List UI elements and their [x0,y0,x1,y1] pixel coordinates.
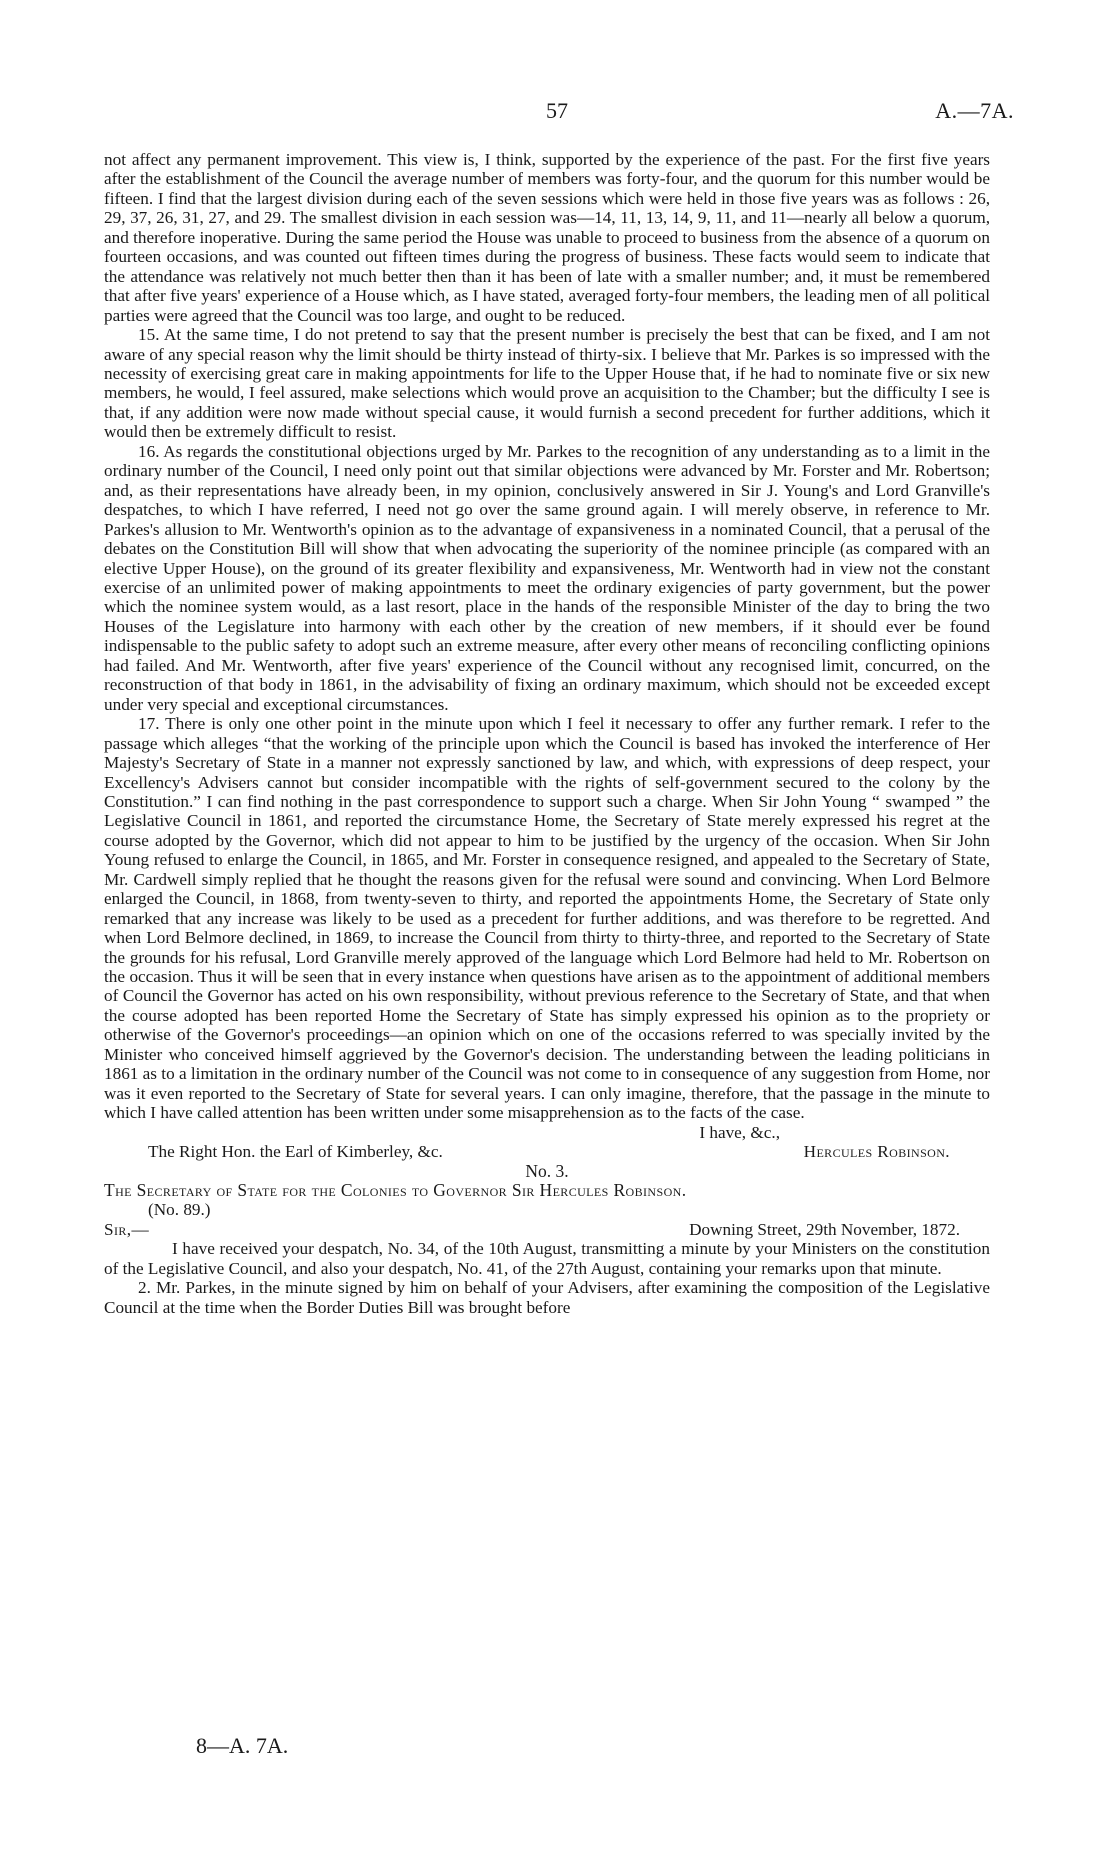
section-number: No. 3. [525,1160,569,1181]
despatch-paragraph-2: 2. Mr. Parkes, in the minute signed by him on behalf of your Advisers, after examining the composition of the Legislative Council at the time when the Border Duties Bill was brought before [104,1278,990,1317]
document-reference: A.—7A. [935,98,1014,123]
page-number: 57 [546,98,568,123]
body-text [104,150,990,1317]
closing-line [104,1142,990,1161]
despatch-number: (No. 89.) [148,1200,211,1220]
valediction: I have, &c., [699,1122,780,1142]
salutation: Sir,— [104,1219,150,1239]
paragraph-continuation: not affect any permanent improvement. This view is, I think, supported by the experience of the past. For the first five years after the establishment of the Council the average number of members was forty-four, and the quorum for this number would be fifteen. I find that the largest division during each of the seven sessions which were held in those five years was as follows : 26, 29, 37, 26, 31, 27, and 29. The smallest division in each session was—14, 11, 13, 14, 9, 11, and 11—nearly all below a quorum, and therefore inoperative. During the same period the House was unable to proceed to business from the absence of a quorum on fourteen occasions, and was counted out fifteen times during the progress of business. These facts would seem to indicate that the attendance was relatively not much better then than it has been of late with a smaller number; and, it must be remembered that after five years' experience of a House which, as I have stated, averaged forty-four members, the leading men of all political parties were agreed that the Council was too large, and ought to be reduced. [104,150,990,325]
paragraph-15: 15. At the same time, I do not pretend to say that the present number is precisely the best that can be fixed, and I am not aware of any special reason why the limit should be thirty instead of thirty-six. I believe that Mr. Parkes is so impressed with the necessity of exercising great care in making appointments for life to the Upper House that, if he had to nominate five or six new members, he would, I feel assured, make selections which would prove an acquisition to the Chamber; but the difficulty I see is that, if any addition were now made without special cause, it would furnish a second precedent for further additions, which it would then be extremely difficult to resist. [104,325,990,442]
despatch-paragraph-1: I have received your despatch, No. 34, of the 10th August, transmitting a minute by your Ministers on the constitution of the Legislative Council, and also your despatch, No. 41, of the 27th August, containing your remarks upon that minute. [104,1239,990,1278]
place-date: Downing Street, 29th November, 1872. [689,1219,960,1239]
salutation-row [104,1220,990,1239]
page-header [100,98,1014,132]
addressee: The Right Hon. the Earl of Kimberley, &c. [148,1142,443,1162]
despatch-heading: The Secretary of State for the Colonies to Governor Sir Hercules Robinson. [104,1180,687,1201]
paragraph-17: 17. There is only one other point in the minute upon which I feel it necessary to offer any further remark. I refer to the passage which alleges “that the working of the principle upon which the Council is based has invoked the interference of Her Majesty's Secretary of State in a manner not expressly sanctioned by law, and which, with expressions of deep respect, your Excellency's Advisers cannot but consider incompatible with the rights of self-government secured to the colony by the Constitution.” I can find nothing in the past correspondence to support such a charge. When Sir John Young “ swamped ” the Legislative Council in 1861, and reported the circumstance Home, the Secretary of State merely expressed his regret at the course adopted by the Governor, which did not appear to him to be justified by the urgency of the occasion. When Sir John Young refused to enlarge the Council, in 1865, and Mr. Forster in consequence resigned, and appealed to the Secretary of State, Mr. Cardwell simply replied that he thought the reasons given for the refusal were sound and convincing. When Lord Belmore enlarged the Council, in 1868, from twenty-seven to thirty, and reported the appointments Home, the Secretary of State only remarked that any increase was likely to be used as a precedent for further additions, and was therefore to be regretted. And when Lord Belmore declined, in 1869, to increase the Council from thirty to thirty-three, and reported to the Secretary of State the grounds for his refusal, Lord Granville merely approved of the language which Lord Belmore had held to Mr. Robertson on the occasion. Thus it will be seen that in every instance when questions have arisen as to the appointment of additional members of Council the Governor has acted on his own responsibility, without previous reference to the Secretary of State, and that when the course adopted has been reported Home the Secretary of State has simply expressed his opinion as to the propriety or otherwise of the Governor's proceedings—an opinion which on one of the occasions referred to was specially invited by the Minister who conceived himself aggrieved by the Governor's decision. The understanding between the leading politicians in 1861 as to a limitation in the ordinary number of the Council was not come to in consequence of any suggestion from Home, nor was it even reported to the Secretary of State for several years. I can only imagine, therefore, that the passage in the minute to which I have called attention has been written under some misapprehension as to the facts of the case. [104,714,990,1123]
signature-mark: 8—A. 7A. [196,1733,289,1758]
paragraph-16: 16. As regards the constitutional objections urged by Mr. Parkes to the recognition of any understanding as to a limit in the ordinary number of the Council, I need only point out that similar objections were advanced by Mr. Forster and Mr. Robertson; and, as their representations have already been, in my opinion, conclusively answered in Sir J. Young's and Lord Granville's despatches, to which I have referred, I need not go over the same ground again. I will merely observe, in reference to Mr. Parkes's allusion to Mr. Wentworth's opinion as to the advantage of expansiveness in a nominated Council, that a perusal of the debates on the Constitution Bill will show that when advocating the superiority of the nominee principle (as compared with an elective Upper House), on the ground of its greater flexibility and expansiveness, Mr. Wentworth had in view not the constant exercise of an unlimited power of making appointments to meet the ordinary exigencies of party government, but the power which the nominee system would, as a last resort, place in the hands of the responsible Minister of the day to bring the two Houses of the Legislature into harmony with each other by the creation of new members, if it should ever be found indispensable to the public safety to adopt such an extreme measure, after every other means of reconciling conflicting opinions had failed. And Mr. Wentworth, after five years' experience of the Council without any recognised limit, concurred, on the reconstruction of that body in 1861, in the advisability of fixing an ordinary maximum, which should not be exceeded except under very special and exceptional circumstances. [104,441,990,714]
signature: Hercules Robinson. [803,1142,950,1162]
